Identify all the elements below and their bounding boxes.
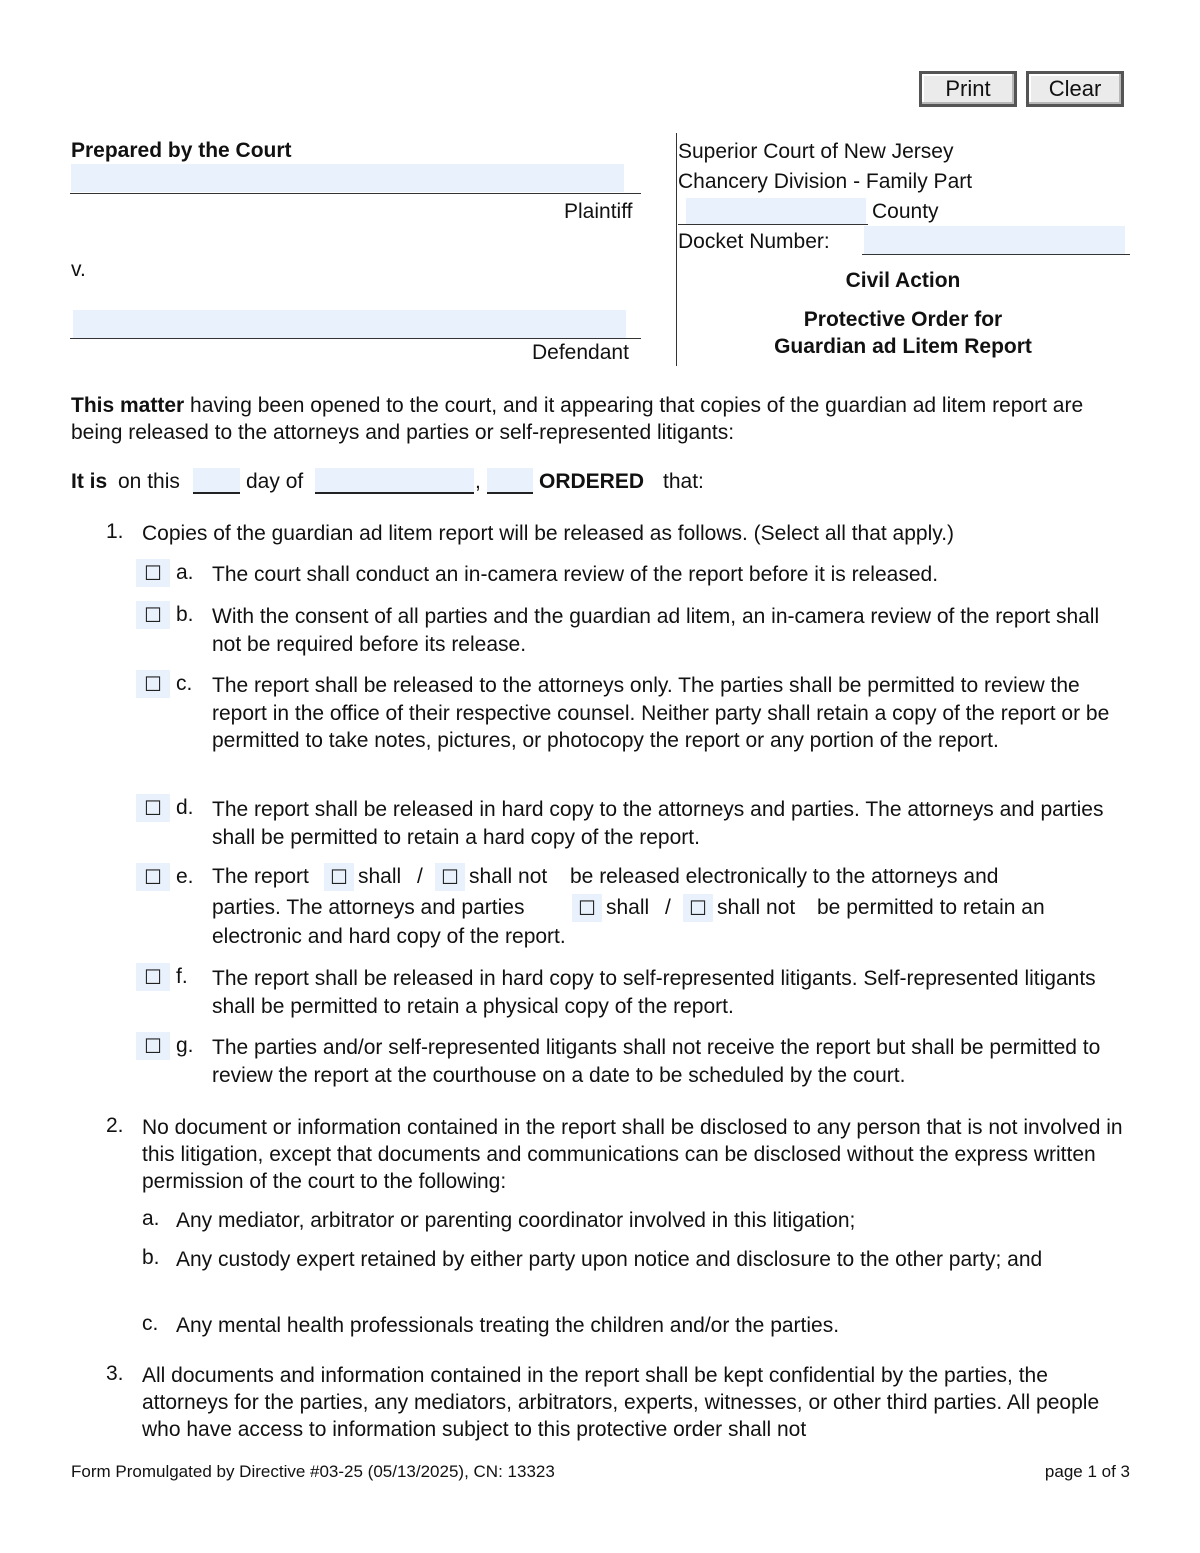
retain-shall-not-checkbox[interactable]: ☐ xyxy=(683,894,713,922)
item2-sub-b-letter: b. xyxy=(142,1246,160,1269)
that-label: that: xyxy=(663,470,704,493)
intro-text: having been opened to the court, and it appearing that copies of the guardian ad litem report are being released to the attorneys and parties or self-represented litigants: xyxy=(71,394,1084,444)
option-e-pre: The report xyxy=(212,865,309,888)
header-vertical-divider xyxy=(676,133,677,366)
release-slash: / xyxy=(417,865,423,888)
option-g-checkbox[interactable]: ☐ xyxy=(136,1032,170,1060)
option-d-text: The report shall be released in hard copy to the attorneys and parties. The attorneys and parties shall be permitted to retain a hard copy of the report. xyxy=(212,798,1104,849)
footer-form-info: Form Promulgated by Directive #03-25 (05/13/2025), CN: 13323 xyxy=(71,1462,555,1481)
retain-shall-checkbox[interactable]: ☐ xyxy=(572,894,602,922)
item2-sub-c-letter: c. xyxy=(142,1312,159,1335)
item2-text: No document or information contained in the report shall be disclosed to any person that is not involved in this litigation, except that documents and communications can be disclosed without the express written permission of the court to the following: xyxy=(142,1116,1123,1193)
release-shall-not-label: shall not xyxy=(469,865,548,888)
option-c-letter: c. xyxy=(176,672,193,695)
court-name: Superior Court of New Jersey xyxy=(678,140,954,163)
item2-number: 2. xyxy=(106,1114,124,1137)
item3-text: All documents and information contained in the report shall be kept confidential by the parties, the attorneys for the parties, any mediators, arbitrators, experts, witnesses, or other third parties. All people who have access to information subject to this protective order shall not xyxy=(142,1364,1100,1441)
option-a-text: The court shall conduct an in-camera review of the report before it is released. xyxy=(212,563,939,586)
item2-sub-b-text: Any custody expert retained by either party upon notice and disclosure to the other party; and xyxy=(176,1248,1043,1271)
option-a-letter: a. xyxy=(176,561,194,584)
option-b-text: With the consent of all parties and the guardian ad litem, an in-camera review of the report shall not be required before its release. xyxy=(212,605,1100,656)
item2-sub-a-letter: a. xyxy=(142,1207,160,1230)
ordered-label: ORDERED xyxy=(539,470,645,493)
option-d-letter: d. xyxy=(176,796,194,819)
on-this-label: on this xyxy=(118,470,180,493)
option-g-text: The parties and/or self-represented litigants shall not receive the report but shall be permitted to review the report at the courthouse on a date to be scheduled by the court. xyxy=(212,1036,1101,1087)
comma: , xyxy=(475,470,481,493)
option-b-checkbox[interactable]: ☐ xyxy=(136,601,170,629)
form-title-line2: Guardian ad Litem Report xyxy=(774,335,1032,358)
intro-bold-lead: This matter xyxy=(71,394,185,417)
intro-paragraph xyxy=(71,392,1131,446)
option-g-letter: g. xyxy=(176,1034,194,1057)
option-f-letter: f. xyxy=(176,965,188,988)
print-button[interactable]: Print xyxy=(919,71,1017,107)
clear-button[interactable]: Clear xyxy=(1026,71,1124,107)
docket-number-label: Docket Number: xyxy=(678,230,830,253)
option-e-post2: be permitted to retain an xyxy=(817,896,1045,919)
ordered-bold-lead: It is xyxy=(71,470,108,493)
option-f-checkbox[interactable]: ☐ xyxy=(136,963,170,991)
release-shall-label: shall xyxy=(358,865,402,888)
month-field[interactable] xyxy=(315,468,474,494)
item2-sub-a-text: Any mediator, arbitrator or parenting coordinator involved in this litigation; xyxy=(176,1209,856,1232)
prepared-by-label: Prepared by the Court xyxy=(71,139,292,162)
option-e-line2-pre: parties. The attorneys and parties xyxy=(212,896,525,919)
defendant-divider xyxy=(70,338,641,339)
county-underline xyxy=(678,224,868,225)
defendant-name-field[interactable] xyxy=(73,310,626,338)
docket-number-field[interactable] xyxy=(864,226,1125,254)
item1-text: Copies of the guardian ad litem report will be released as follows. (Select all that apply.) xyxy=(142,522,955,545)
retain-shall-not-label: shall not xyxy=(717,896,796,919)
option-b-letter: b. xyxy=(176,603,194,626)
option-f-text: The report shall be released in hard copy to self-represented litigants. Self-represented litigants shall be permitted to retain a physical copy of the report. xyxy=(212,967,1096,1018)
court-division: Chancery Division - Family Part xyxy=(678,170,973,193)
day-field[interactable] xyxy=(193,468,240,494)
plaintiff-name-field[interactable] xyxy=(71,164,624,192)
item3-number: 3. xyxy=(106,1362,124,1385)
option-e-line3: electronic and hard copy of the report. xyxy=(212,925,566,948)
retain-slash: / xyxy=(665,896,671,919)
plaintiff-divider xyxy=(70,193,641,194)
release-shall-checkbox[interactable]: ☐ xyxy=(324,863,354,891)
civil-action-heading: Civil Action xyxy=(845,269,961,292)
versus-label: v. xyxy=(71,258,86,281)
item2-sub-c-text: Any mental health professionals treating the children and/or the parties. xyxy=(176,1314,840,1337)
defendant-label: Defendant xyxy=(532,341,629,364)
option-e-letter: e. xyxy=(176,865,194,888)
year-field[interactable] xyxy=(487,468,533,494)
option-e-checkbox[interactable]: ☐ xyxy=(136,863,170,891)
option-d-checkbox[interactable]: ☐ xyxy=(136,794,170,822)
county-label: County xyxy=(872,200,939,223)
docket-underline xyxy=(862,254,1130,255)
release-shall-not-checkbox[interactable]: ☐ xyxy=(435,863,465,891)
option-c-text: The report shall be released to the attorneys only. The parties shall be permitted to review the report in the office of their respective counsel. Neither party shall retain a copy of the report or be permitted to take notes, pictures, or photocopy the report or any portion of the report. xyxy=(212,674,1110,752)
option-c-checkbox[interactable]: ☐ xyxy=(136,670,170,698)
footer-page-number: page 1 of 3 xyxy=(1044,1462,1130,1481)
day-of-label: day of xyxy=(246,470,304,493)
item1-number: 1. xyxy=(106,520,124,543)
retain-shall-label: shall xyxy=(606,896,650,919)
plaintiff-label: Plaintiff xyxy=(564,200,633,223)
option-a-checkbox[interactable]: ☐ xyxy=(136,559,170,587)
county-field[interactable] xyxy=(686,198,866,224)
option-e-post1: be released electronically to the attorneys and xyxy=(570,865,999,888)
form-title-line1: Protective Order for xyxy=(803,308,1003,331)
